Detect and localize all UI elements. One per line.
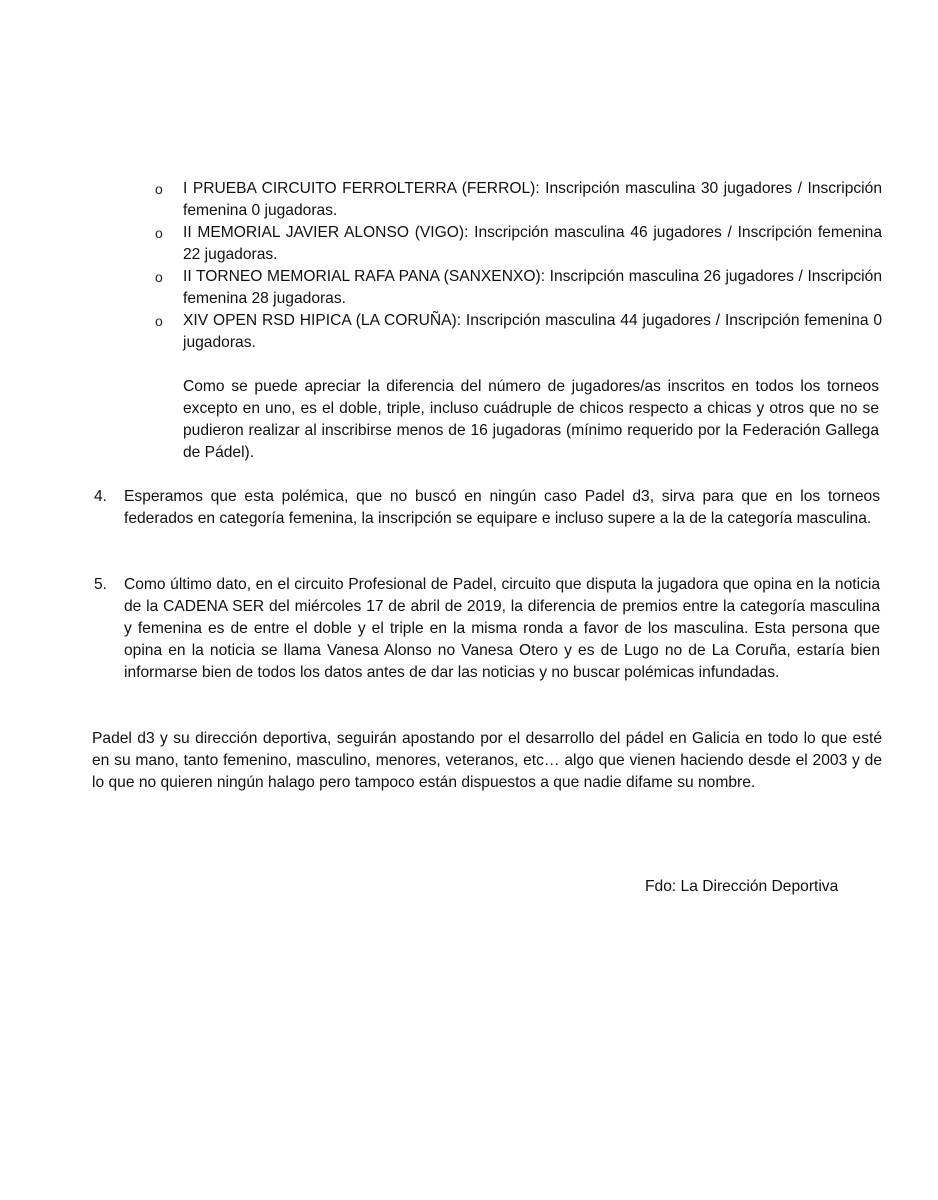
list-item <box>150 310 882 354</box>
tournament-list <box>150 178 882 354</box>
bullet-marker: o <box>155 225 163 241</box>
signature: Fdo: La Dirección Deportiva <box>645 878 839 895</box>
list-item-text: II MEMORIAL JAVIER ALONSO (VIGO): Inscripción masculina 46 jugadores / Inscripción femenina 22 jugadoras. <box>183 224 882 263</box>
item-number: 4. <box>94 488 108 505</box>
list-item <box>150 266 882 310</box>
bullet-marker: o <box>155 313 163 329</box>
item-number: 5. <box>94 576 108 593</box>
explanation-paragraph: Como se puede apreciar la diferencia del número de jugadores/as inscritos en todos los torneos excepto en uno, es el doble, triple, incluso cuádruple de chicos respecto a chicas y otros que no se pudieron realizar al inscribirse menos de 16 jugadoras (mínimo requerido por la Federación Gallega de Pádel). <box>183 378 879 461</box>
closing-paragraph: Padel d3 y su dirección deportiva, seguirán apostando por el desarrollo del pádel en Galicia en todo lo que esté en su mano, tanto femenino, masculino, menores, veteranos, etc… algo que vienen haciendo desde el 2003 y de lo que no quieren ningún halago pero tampoco están dispuestos a que nadie difame su nombre. <box>92 730 882 791</box>
list-item-text: XIV OPEN RSD HIPICA (LA CORUÑA): Inscripción masculina 44 jugadores / Inscripción femenina 0 jugadoras. <box>183 312 882 351</box>
list-item-text: II TORNEO MEMORIAL RAFA PANA (SANXENXO): Inscripción masculina 26 jugadores / Inscripción femenina 28 jugadoras. <box>183 268 882 307</box>
bullet-marker: o <box>155 181 163 197</box>
list-item <box>150 178 882 222</box>
bullet-marker: o <box>155 269 163 285</box>
numbered-item-4 <box>92 486 880 530</box>
item-text: Esperamos que esta polémica, que no buscó en ningún caso Padel d3, sirva para que en los torneos federados en categoría femenina, la inscripción se equipare e incluso supere a la de la categoría masculina. <box>124 488 880 527</box>
list-item <box>150 222 882 266</box>
numbered-item-5 <box>92 574 880 684</box>
list-item-text: I PRUEBA CIRCUITO FERROLTERRA (FERROL): Inscripción masculina 30 jugadores / Inscripción femenina 0 jugadoras. <box>183 180 882 219</box>
item-text: Como último dato, en el circuito Profesional de Padel, circuito que disputa la jugadora que opina en la noticia de la CADENA SER del miércoles 17 de abril de 2019, la diferencia de premios entre la categoría masculina y femenina es de entre el doble y el triple en la misma ronda a favor de los masculina. Esta persona que opina en la noticia se llama Vanesa Alonso no Vanesa Otero y es de Lugo no de La Coruña, estaría bien informarse bien de todos los datos antes de dar las noticias y no buscar polémicas infundadas. <box>124 576 880 681</box>
